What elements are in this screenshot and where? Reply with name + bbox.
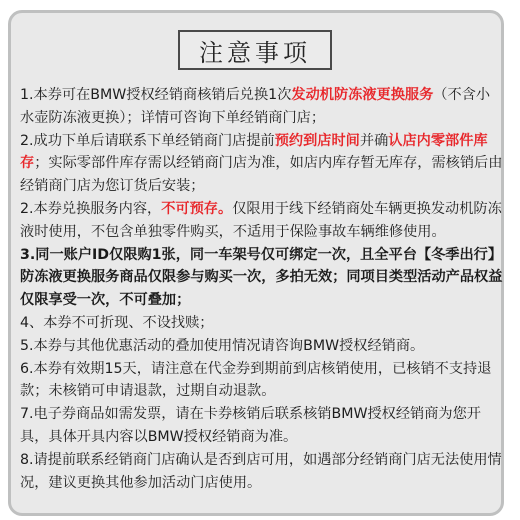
notice-item	[20, 358, 504, 404]
notice-item-text: 预约到店时间	[274, 132, 360, 149]
notice-item-text: 不可预存。	[161, 200, 233, 217]
notice-item-text: 5.本券与其他优惠活动的叠加使用情况请咨询BMW授权经销商。	[20, 337, 425, 354]
notice-item-text: 8.请提前联系经销商门店确认是否到店可用，如遇部分经销商门店无法使用情况，建议更换其他参加活动门店使用。	[20, 451, 502, 491]
notice-item	[20, 84, 504, 130]
notice-item-text: （不含小水壶防冻液更换）；详情可咨询下单经销商门店；	[20, 87, 491, 126]
notice-item-text: 2.本券兑换服务内容，	[20, 200, 162, 217]
notice-item	[20, 244, 504, 312]
notice-item-text: 6.本券有效期15天，请注意在代金券到期前到店核销使用，已核销不支持退款；未核销可申请退款，过期自动退款。	[20, 360, 492, 400]
notice-item	[20, 403, 504, 449]
notice-item-text: 1.本券可在BMW授权经销商核销后兑换1次	[20, 87, 292, 103]
notice-item-text: 3.同一账户ID仅限购1张，同一车架号仅可绑定一次，且全平台【冬季出行】防冻液更换服务商品仅限参与购买一次，多拍无效；同项目类型活动产品权益仅限享受一次，不可叠加；	[20, 246, 503, 309]
notice-list	[20, 84, 504, 494]
notice-item	[20, 130, 504, 198]
notice-item-text: 发动机防冻液更换服务	[291, 87, 434, 103]
notice-item-text: 并确	[359, 132, 389, 149]
notice-item-text: 仅限用于线下经销商处车辆更换发动机防冻液时使用，不包含单独零件购买，不适用于保险事故车辆维修使用。	[20, 200, 502, 240]
notice-item-text: 2.成功下单后请联系下单经销商门店提前	[20, 132, 275, 149]
notice-item	[20, 312, 504, 335]
notice-item-text: 7.电子券商品如需发票，请在卡券核销后联系核销BMW授权经销商为您开具，具体开具内容以BMW授权经销商为准。	[20, 406, 481, 445]
notice-item-text: 4、本券不可折现、不设找赎；	[20, 314, 214, 331]
notice-item	[20, 198, 504, 244]
notice-item	[20, 449, 504, 495]
page-title: 注意事项	[199, 38, 311, 67]
notice-item-text: ；实际零部件库存需以经销商门店为准，如店内库存暂无库存，需核销后由经销商门店为您订货后安装；	[20, 155, 503, 195]
notice-item	[20, 335, 504, 358]
notice-item-text: 认店内零部件库存	[20, 132, 488, 172]
title-box	[178, 30, 332, 70]
